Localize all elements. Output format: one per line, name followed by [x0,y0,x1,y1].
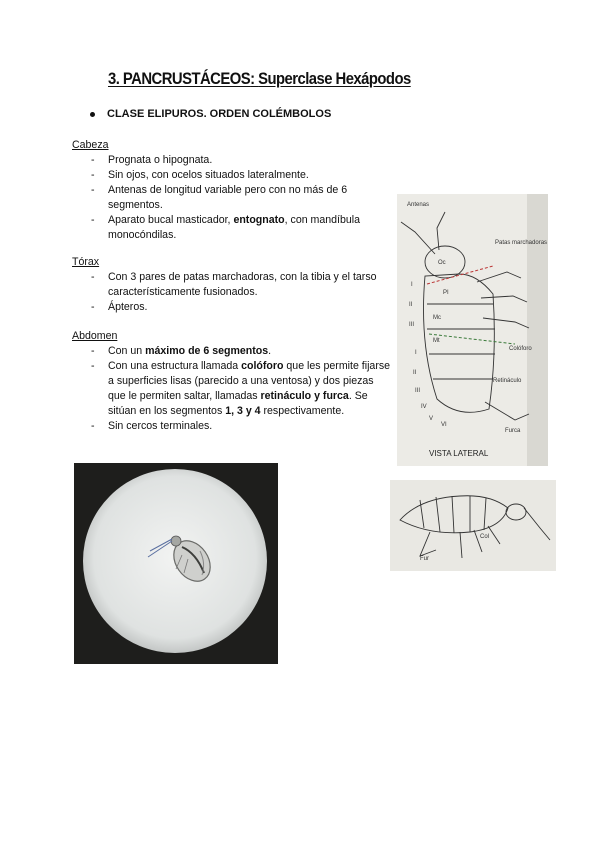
bold-term: máximo de 6 segmentos [145,345,269,357]
roman-numeral: IV [421,404,427,410]
list-item [72,359,392,419]
text-run: . Se sitúan en los segmentos [108,390,368,417]
title-separator: : [250,70,255,88]
title-part1: 3. PANCRUSTÁCEOS [108,70,251,88]
microscope-image [74,463,278,664]
title-part2: Superclase Hexápodos [258,70,411,88]
roman-numeral: V [429,416,434,422]
text-run: Con una estructura llamada [108,360,242,372]
list-item: - Antenas de longitud variable pero con no más de 6 segmentos. [72,183,392,213]
label-col: Col [480,534,490,540]
abdomen-label: Abdomen [72,330,118,342]
specimen-photo [74,463,278,664]
text-run: . [268,345,272,357]
bullet-dot [90,112,95,117]
list-item: - Con 3 pares de patas marchadoras, con la tibia y el tarso característicamente fusionados. [72,270,392,300]
abdomen-list [72,344,392,434]
label-mt: Mt [433,338,440,344]
label-pi: PI [443,290,449,296]
section-heading-text: CLASE ELIPUROS. ORDEN COLÉMBOLOS [107,108,332,120]
roman-numeral: II [409,302,413,308]
torax-label: Tórax [72,256,100,268]
roman-numeral: II [413,370,417,376]
abdomen-section [72,329,392,434]
cabeza-section [72,138,392,243]
list-item: - Sin ojos, con ocelos situados lateralmente. [72,168,392,183]
text-run: que les permite fijarse a superficies lisas (parecido a una ventosa) y dos piezas que le permiten saltar, llamadas [108,360,391,402]
lateral-view-diagram [397,194,548,466]
list-item [72,213,392,243]
roman-numeral: VI [441,422,447,428]
label-retinaculo: Retináculo [493,378,522,384]
roman-numeral: III [409,322,415,328]
collembola-lateral-drawing [397,194,548,466]
label-furca: Furca [505,428,521,434]
bold-term: 1, 3 y 4 [225,405,261,417]
list-item [72,344,392,359]
label-fur: Fur [420,556,429,562]
torax-list [72,270,392,315]
label-patas: Patas marchadoras [495,240,548,246]
cabeza-label: Cabeza [72,139,109,151]
cabeza-list [72,153,392,243]
label-mc: Mc [433,315,441,321]
section-heading [90,108,331,120]
text-run: Con un [108,345,146,357]
roman-numeral: I [411,282,413,288]
side-drawing [390,480,556,571]
bold-term: retináculo y furca [260,390,349,402]
collembola-side-drawing [390,480,556,571]
list-item: - Prognata o hipognata. [72,153,392,168]
bold-term: entognato [233,214,285,226]
text-run: Aparato bucal masticador, [108,214,234,226]
roman-numeral: I [415,350,417,356]
label-coloforo: Colóforo [509,346,532,352]
bold-term: colóforo [241,360,284,372]
text-run: respectivamente. [260,405,345,417]
torax-section [72,255,392,315]
list-item: - Ápteros. [72,300,392,315]
text-run: , con mandíbula monocóndilas. [108,214,361,241]
list-item: - Sin cercos terminales. [72,419,392,434]
diagram-caption: VISTA LATERAL [429,449,489,458]
roman-numeral: III [415,388,421,394]
label-oc: Oc [438,260,446,266]
label-antenas: Antenas [407,202,430,208]
page-title [108,70,411,89]
